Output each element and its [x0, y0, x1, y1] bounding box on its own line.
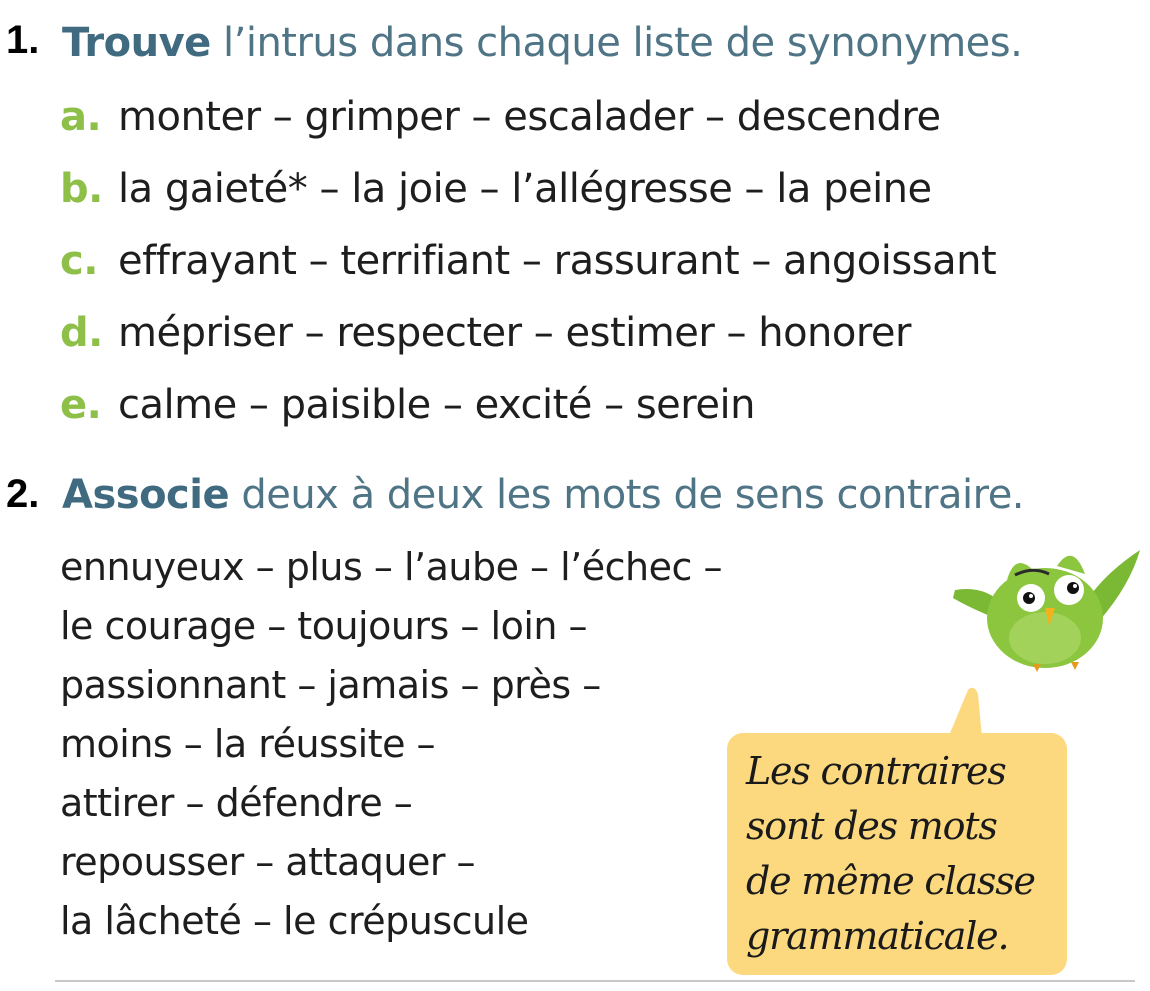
- tip-line: sont des mots: [746, 804, 997, 848]
- item-letter: a.: [60, 94, 102, 140]
- list-item: [60, 382, 755, 428]
- item-letter: b.: [60, 166, 103, 212]
- green-owl-icon: [945, 530, 1145, 680]
- word-line: moins – la réussite –: [60, 722, 436, 766]
- exercise-1-number: 1.: [6, 18, 40, 62]
- word-line: la lâcheté – le crépuscule: [60, 899, 529, 943]
- exercise-1-verb: Trouve: [62, 20, 211, 66]
- tip-line: de même classe: [746, 859, 1035, 903]
- item-text: effrayant – terrifiant – rassurant – angoissant: [118, 238, 997, 284]
- word-line: repousser – attaquer –: [60, 840, 476, 884]
- exercise-2-verb: Associe: [62, 472, 230, 518]
- exercise-1-instruction-text: l’intrus dans chaque liste de synonymes.: [210, 20, 1023, 66]
- exercise-2-instruction-text: deux à deux les mots de sens contraire.: [229, 472, 1025, 518]
- bottom-divider: [55, 980, 1135, 982]
- list-item: [60, 94, 941, 140]
- list-item: [60, 238, 996, 284]
- item-letter: c.: [60, 238, 98, 284]
- word-line: ennuyeux – plus – l’aube – l’échec –: [60, 545, 722, 589]
- word-line: le courage – toujours – loin –: [60, 604, 588, 648]
- exercise-2-instruction: [62, 472, 1024, 518]
- item-letter: e.: [60, 382, 102, 428]
- tip-line: Les contraires: [746, 749, 1006, 793]
- exercise-1-instruction: [62, 20, 1022, 66]
- word-line: passionnant – jamais – près –: [60, 663, 601, 707]
- list-item: [60, 310, 911, 356]
- tip-line: grammaticale.: [746, 914, 1009, 958]
- list-item: [60, 166, 932, 212]
- item-text: mépriser – respecter – estimer – honorer: [118, 310, 911, 356]
- item-text: calme – paisible – excité – serein: [118, 382, 755, 428]
- item-text: la gaieté* – la joie – l’allégresse – la peine: [118, 166, 932, 212]
- tip-text: [746, 744, 1066, 964]
- word-line: attirer – défendre –: [60, 781, 413, 825]
- item-letter: d.: [60, 310, 103, 356]
- exercise-2-number: 2.: [6, 472, 40, 516]
- item-text: monter – grimper – escalader – descendre: [118, 94, 941, 140]
